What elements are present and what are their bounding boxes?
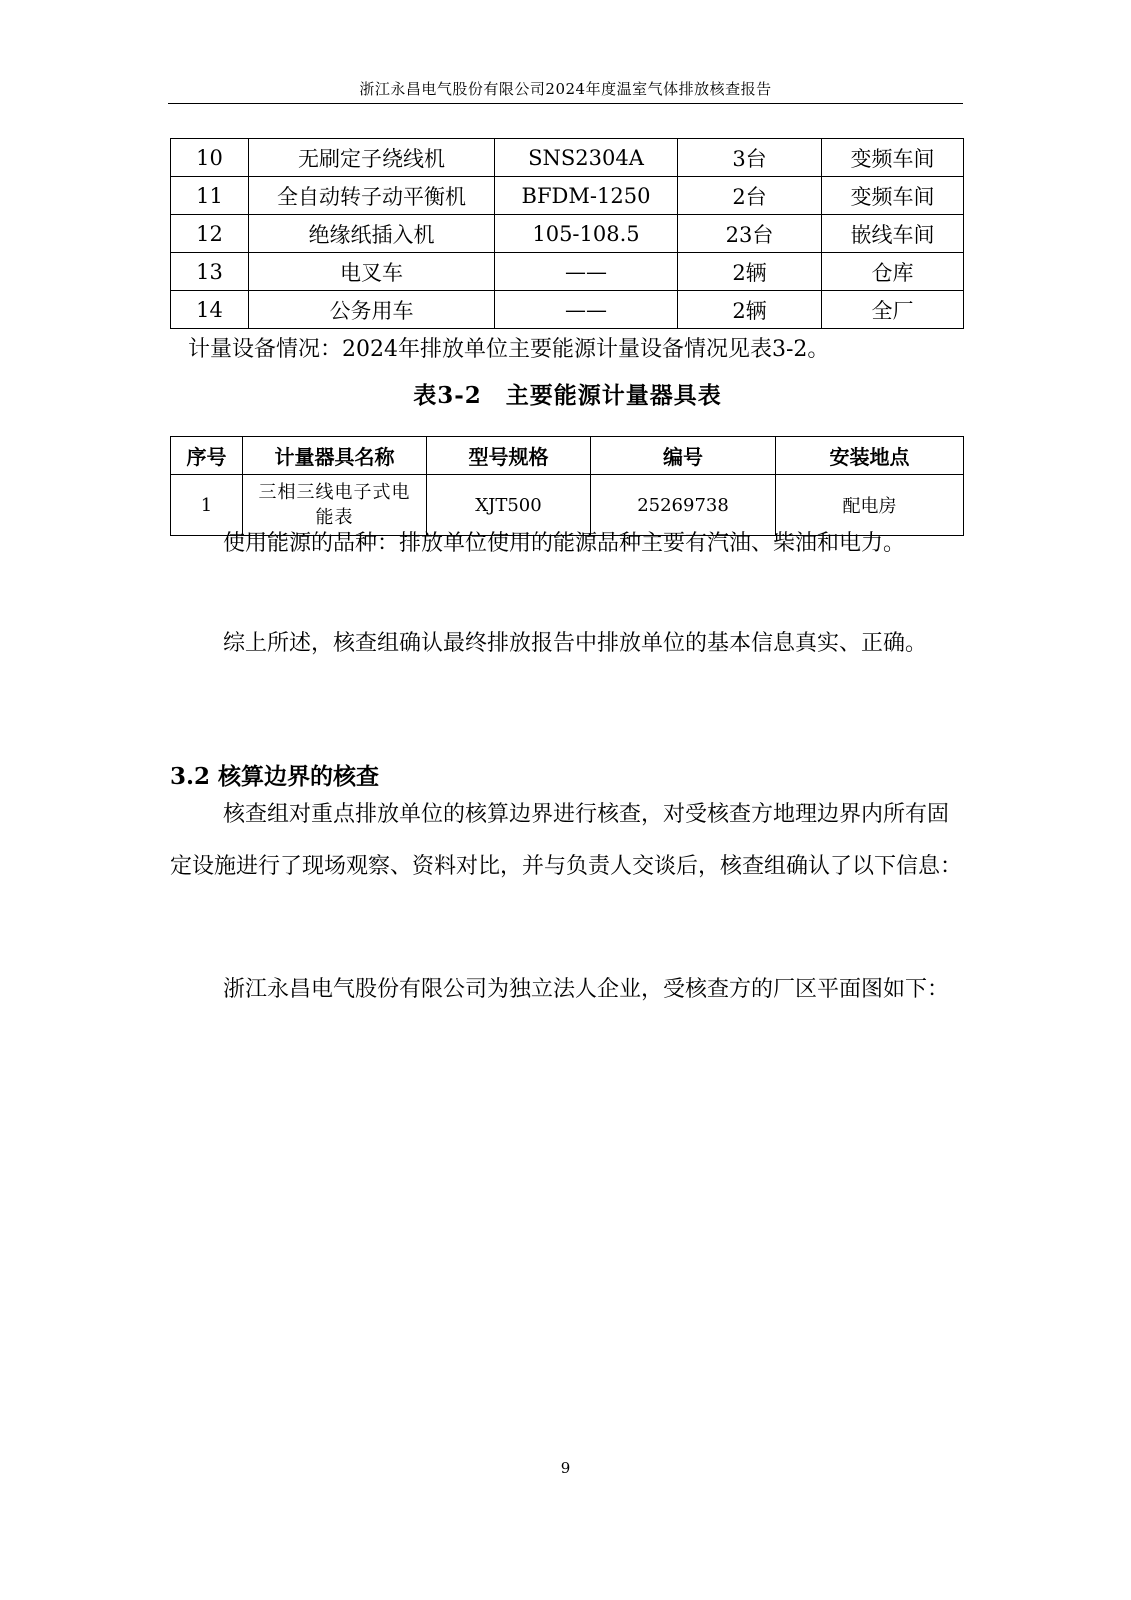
header-location: 安装地点 [776, 437, 964, 475]
cell-quantity: 2台 [678, 177, 822, 215]
cell-location: 全厂 [822, 291, 964, 329]
company-info-paragraph: 浙江永昌电气股份有限公司为独立法人企业，受核查方的厂区平面图如下： [223, 977, 950, 1002]
cell-equipment-name: 无刷定子绕线机 [249, 139, 495, 177]
cell-quantity: 2辆 [678, 253, 822, 291]
table-header-row [171, 437, 964, 475]
table-caption: 表3-2 主要能源计量器具表 [413, 382, 722, 409]
table-row [171, 215, 964, 253]
cell-location: 变频车间 [822, 177, 964, 215]
table-row [171, 139, 964, 177]
header-rule [168, 103, 963, 104]
header-model: 型号规格 [427, 437, 591, 475]
cell-location: 变频车间 [822, 139, 964, 177]
cell-model: 105-108.5 [495, 215, 678, 253]
cell-model: XJT500 [427, 475, 591, 536]
cell-location: 仓库 [822, 253, 964, 291]
cell-model: —— [495, 253, 678, 291]
table-row [171, 291, 964, 329]
cell-model: BFDM-1250 [495, 177, 678, 215]
page-number: 9 [560, 1459, 571, 1477]
report-header-title: 浙江永昌电气股份有限公司2024年度温室气体排放核查报告 [359, 80, 772, 98]
header-serial: 编号 [591, 437, 776, 475]
cell-model: —— [495, 291, 678, 329]
energy-types-paragraph: 使用能源的品种：排放单位使用的能源品种主要有汽油、柴油和电力。 [223, 531, 906, 556]
boundary-check-paragraph: 核查组对重点排放单位的核算边界进行核查，对受核查方地理边界内所有固定设施进行了现场观察、资料对比，并与负责人交谈后，核查组确认了以下信息： [170, 802, 963, 879]
cell-quantity: 2辆 [678, 291, 822, 329]
cell-location: 配电房 [776, 475, 964, 536]
cell-index: 13 [171, 253, 249, 291]
meter-intro-text: 计量设备情况：2024年排放单位主要能源计量设备情况见表3-2。 [188, 337, 830, 362]
equipment-table [170, 138, 964, 329]
cell-equipment-name: 全自动转子动平衡机 [249, 177, 495, 215]
table-row [171, 253, 964, 291]
cell-serial: 25269738 [591, 475, 776, 536]
cell-index: 11 [171, 177, 249, 215]
header-index: 序号 [171, 437, 243, 475]
cell-index: 1 [171, 475, 243, 536]
cell-equipment-name: 公务用车 [249, 291, 495, 329]
cell-equipment-name: 电叉车 [249, 253, 495, 291]
cell-meter-name: 三相三线电子式电能表 [243, 475, 427, 536]
cell-index: 14 [171, 291, 249, 329]
cell-index: 12 [171, 215, 249, 253]
cell-quantity: 3台 [678, 139, 822, 177]
cell-model: SNS2304A [495, 139, 678, 177]
cell-equipment-name: 绝缘纸插入机 [249, 215, 495, 253]
cell-location: 嵌线车间 [822, 215, 964, 253]
section-heading: 3.2 核算边界的核查 [170, 763, 380, 790]
table-row [171, 177, 964, 215]
cell-quantity: 23台 [678, 215, 822, 253]
summary-paragraph: 综上所述，核查组确认最终排放报告中排放单位的基本信息真实、正确。 [223, 631, 928, 656]
header-meter-name: 计量器具名称 [243, 437, 427, 475]
cell-index: 10 [171, 139, 249, 177]
